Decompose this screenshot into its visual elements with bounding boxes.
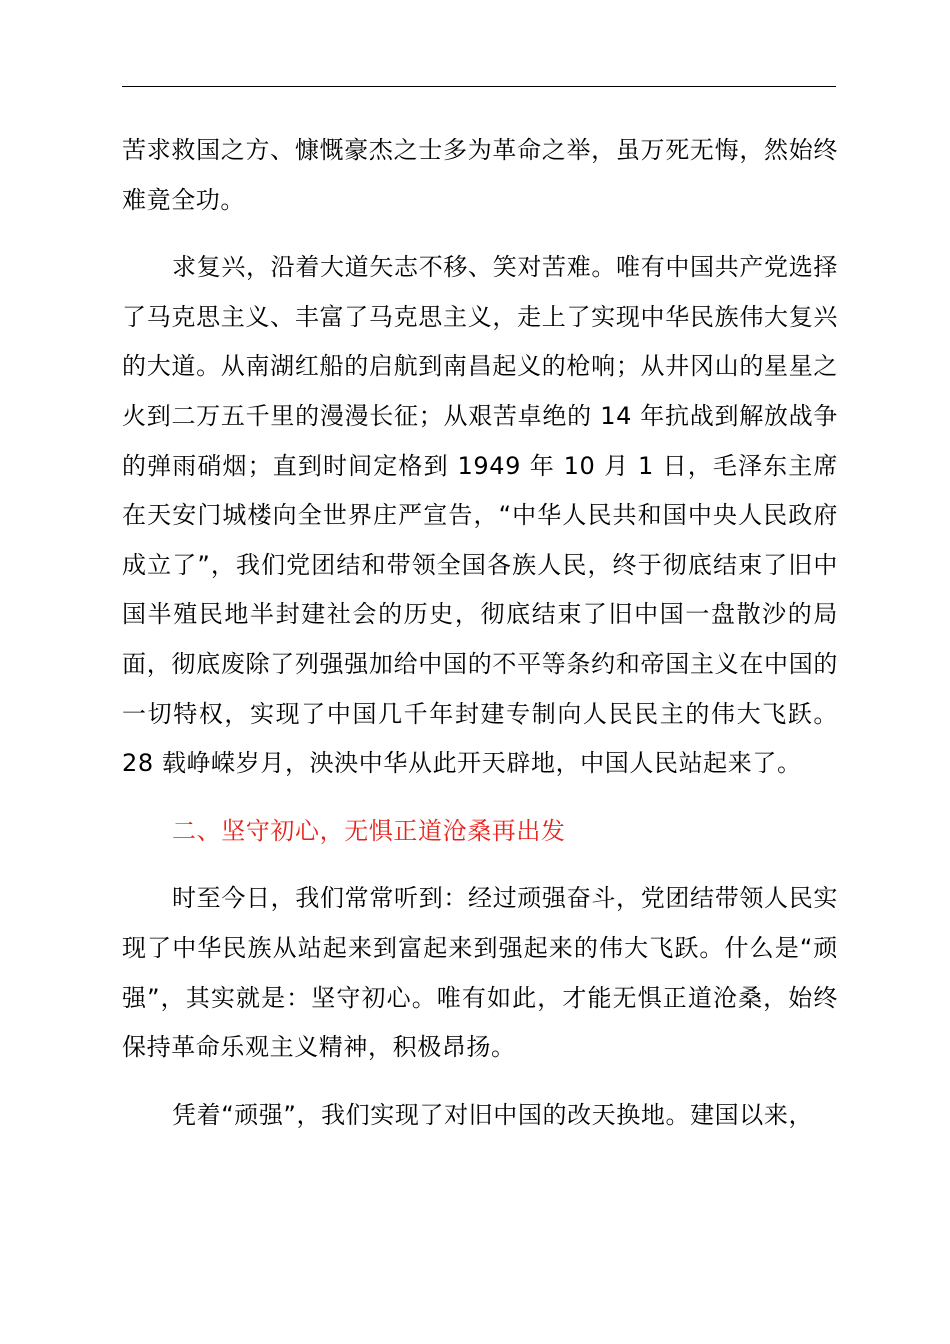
document-body xyxy=(122,126,838,1140)
header-rule xyxy=(122,86,836,87)
paragraph-revival: 求复兴，沿着大道矢志不移、笑对苦难。唯有中国共产党选择了马克思主义、丰富了马克思主义，走上了实现中华民族伟大复兴的大道。从南湖红船的启航到南昌起义的枪响；从井冈山的星星之火到二万五千里的漫漫长征；从艰苦卓绝的 14 年抗战到解放战争的弹雨硝烟；直到时间定格到 1949 年 10 月 1 日，毛泽东主席在天安门城楼向全世界庄严宣告，“中华人民共和国中央人民政府成立了”，我们党团结和带领全国各族人民，终于彻底结束了旧中国半殖民地半封建社会的历史，彻底结束了旧中国一盘散沙的局面，彻底废除了列强强加给中国的不平等条约和帝国主义在中国的一切特权，实现了中国几千年封建专制向人民民主的伟大飞跃。28 载峥嵘岁月，泱泱中华从此开天辟地，中国人民站起来了。 xyxy=(122,253,838,778)
paragraph-transformation: 凭着“顽强”，我们实现了对旧中国的改天换地。建国以来， xyxy=(172,1100,814,1129)
section-heading: 二、坚守初心，无惧正道沧桑再出发 xyxy=(172,816,566,845)
paragraph-tenacity: 时至今日，我们常常听到：经过顽强奋斗，党团结带领人民实现了中华民族从站起来到富起来到强起来的伟大飞跃。什么是“顽强”，其实就是：坚守初心。唯有如此，才能无惧正道沧桑，始终保持革命乐观主义精神，积极昂扬。 xyxy=(122,884,838,1062)
paragraph-continuation: 苦求救国之方、慷慨豪杰之士多为革命之举，虽万死无悔，然始终难竟全功。 xyxy=(122,136,838,214)
